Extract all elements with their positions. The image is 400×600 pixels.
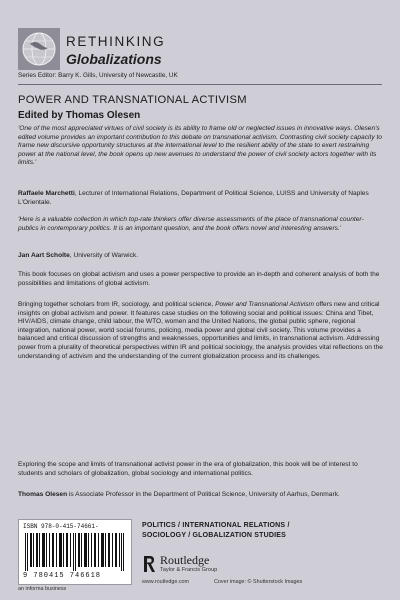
- reviewer-affiliation-2: , University of Warwick.: [69, 252, 139, 259]
- barcode: [18, 519, 132, 585]
- divider: [18, 84, 382, 85]
- series-header: [0, 0, 400, 84]
- publisher-url[interactable]: www.routledge.com: [142, 579, 190, 585]
- paragraph-2-start: Bringing together scholars from IR, sociology, and political science,: [18, 301, 216, 308]
- paragraph-2-rest: offers new and critical insights on global activism and power. It features case studies on the following social and political issues: China and Tibet, HIV/AIDS, climate change, child labour, the WTO, women and the United Nations, the global public sphere, regional integration, national power, world social forums, policing, media power and global civil society. This volume provides a balanced and critical discussion of strengths and weaknesses, opportunities and limits, in transnational activism. Addressing power from a plurality of theoretical perspectives within IR and political sociology, the analysis provides vital reflections on the understanding of activism and the understanding of the current globalization process and its challenges.: [18, 301, 383, 360]
- isbn-text: ISBN 978-0-415-74661-: [23, 523, 99, 530]
- publisher-name: Routledge: [160, 553, 210, 567]
- book-title: POWER AND TRANSNATIONAL ACTIVISM: [18, 94, 247, 106]
- subject-line-2: SOCIOLOGY / GLOBALIZATION STUDIES: [142, 532, 287, 539]
- cover-image-credit: Cover image: © Shutterstock Images: [214, 579, 303, 585]
- series-name: RETHINKING: [66, 34, 166, 49]
- description-paragraph-2: [18, 301, 383, 361]
- author-name: Thomas Olesen: [18, 491, 68, 498]
- review-attribution-1: [18, 190, 383, 207]
- reviewer-name-2: Jan Aart Scholte: [18, 252, 70, 259]
- subject-line-1: POLITICS / INTERNATIONAL RELATIONS /: [142, 522, 290, 529]
- reviewer-affiliation-1: , Lecturer of International Relations, Department of Political Science, LUISS and University of Naples L'Orientale.: [18, 190, 369, 206]
- description-paragraph-1: This book focuses on global activism and uses a power perspective to provide an in-depth and coherent analysis of both the possibilities and limitations of global activism.: [18, 271, 380, 287]
- informa-credit: an informa business: [18, 586, 67, 592]
- subject-categories: [142, 521, 382, 541]
- author-description: is Associate Professor in the Department of Political Science, University of Aarhus, Denmark.: [67, 491, 340, 498]
- reviewer-name-1: Raffaele Marchetti: [18, 190, 75, 197]
- barcode-number: 9 780415 746618: [23, 572, 102, 580]
- publisher-group: Taylor & Francis Group: [160, 567, 218, 573]
- globe-logo-icon: [18, 28, 60, 70]
- book-editor: Edited by Thomas Olesen: [18, 110, 141, 121]
- series-subtitle: Globalizations: [66, 51, 162, 67]
- series-editor: Series Editor: Barry K. Gills, University of Newcastle, UK: [18, 72, 178, 79]
- paragraph-2-book-title: Power and Transnational Activism: [215, 301, 315, 308]
- routledge-logo-icon: [142, 554, 156, 574]
- review-quote-2: 'Here is a valuable collection in which top-rate thinkers offer diverse assessments of the place of transnational counter-publics in contemporary politics. It is an important question, and the book offers novel and interesting answers.': [18, 216, 364, 232]
- description-paragraph-3: Exploring the scope and limits of transnational activist power in the era of globalization, this book will be of interest to students and scholars of globalization, global sociology and international politics.: [18, 461, 358, 477]
- review-attribution-2: [18, 252, 383, 261]
- review-quote-1: 'One of the most appreciated virtues of civil society is its ability to frame old or neglected issues in innovative ways. Olesen's edited volume provides an important contribution to this debate on transnational activism. Contrasting civil society capacity to frame new discursive opportunity structures at the international level to the resilient ability of the state to exert restraining power at the national level, the book opens up new avenues to understand the power of civil society actors together with its limits.': [18, 125, 382, 167]
- barcode-bars-icon: [25, 533, 125, 571]
- author-bio: [18, 491, 383, 500]
